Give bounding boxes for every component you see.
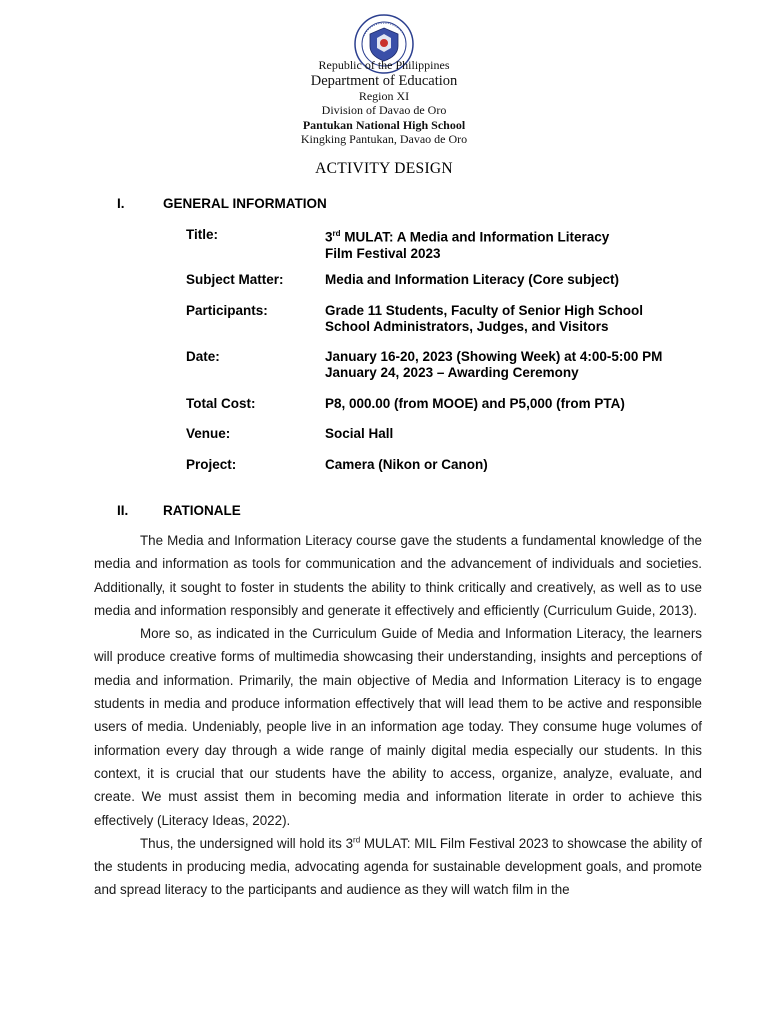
info-label-participants: Participants: — [186, 303, 268, 318]
info-label-cost: Total Cost: — [186, 396, 256, 411]
header-republic: Republic of the Philippines — [318, 58, 450, 72]
rationale-paragraph-2: More so, as indicated in the Curriculum Guide of Media and Information Literacy, the learners will produce creative forms of multimedia showcasing their understanding, insights and perceptions of media and information. Primarily, the main objective of Media and Information Literacy is to engage students in media and produce information effectively that will lead them to be active and responsible users of media. Undeniably, people live in an information age today. They consume huge volumes of information every day through a wide range of mainly digital media especially our students. In this context, it is crucial that our students have the ability to access, organize, analyze, evaluate, and create. We must assist them in becoming media and information literate in order to achieve this effectively (Literacy Ideas, 2022). — [94, 626, 702, 828]
info-value-title: 3rd MULAT: A Media and Information Literacy Film Festival 2023 — [325, 229, 610, 261]
rationale-body — [94, 529, 702, 902]
document-title: ACTIVITY DESIGN — [315, 160, 453, 177]
info-value-subject: Media and Information Literacy (Core subject) — [325, 272, 620, 287]
header-division: Division of Davao de Oro — [321, 103, 447, 117]
info-value-project: Camera (Nikon or Canon) — [325, 457, 488, 472]
header-address: Kingking Pantukan, Davao de Oro — [300, 132, 468, 146]
section-2-title: RATIONALE — [163, 503, 241, 518]
header-region: Region XI — [358, 89, 410, 103]
info-label-venue: Venue: — [186, 426, 231, 441]
info-value-date: January 16-20, 2023 (Showing Week) at 4:00-5:00 PM January 24, 2023 – Awarding Ceremony — [325, 349, 663, 380]
rationale-paragraph-1: The Media and Information Literacy course gave the students a fundamental knowledge of the media and information as tools for communication and the advancement of individuals and societies. Additionally, it sought to foster in students the ability to think critically and creatively, as well as to use media and information responsibly and generate it effectively and efficiently (Curriculum Guide, 2013). — [94, 533, 702, 618]
info-label-title: Title: — [186, 227, 219, 242]
info-value-participants: Grade 11 Students, Faculty of Senior High School School Administrators, Judges, and Visitors — [325, 303, 644, 334]
header-school: Pantukan National High School — [302, 118, 466, 132]
section-1-title: GENERAL INFORMATION — [163, 196, 327, 211]
header-department: Department of Education — [310, 73, 458, 89]
info-label-subject: Subject Matter: — [186, 272, 284, 287]
info-value-venue: Social Hall — [325, 426, 394, 441]
info-label-project: Project: — [186, 457, 237, 472]
info-label-date: Date: — [186, 349, 220, 364]
rationale-paragraph-3: Thus, the undersigned will hold its 3rd MULAT: MIL Film Festival 2023 to showcase the ability of the students in producing media, advocating agenda for sustainable development goals, and promote and spread literacy to the participants and audience as they will watch film in the — [94, 835, 702, 898]
info-value-cost: P8, 000.00 (from MOOE) and P5,000 (from PTA) — [325, 396, 625, 411]
section-1-number: I. — [117, 196, 125, 211]
section-2-number: II. — [117, 503, 129, 518]
